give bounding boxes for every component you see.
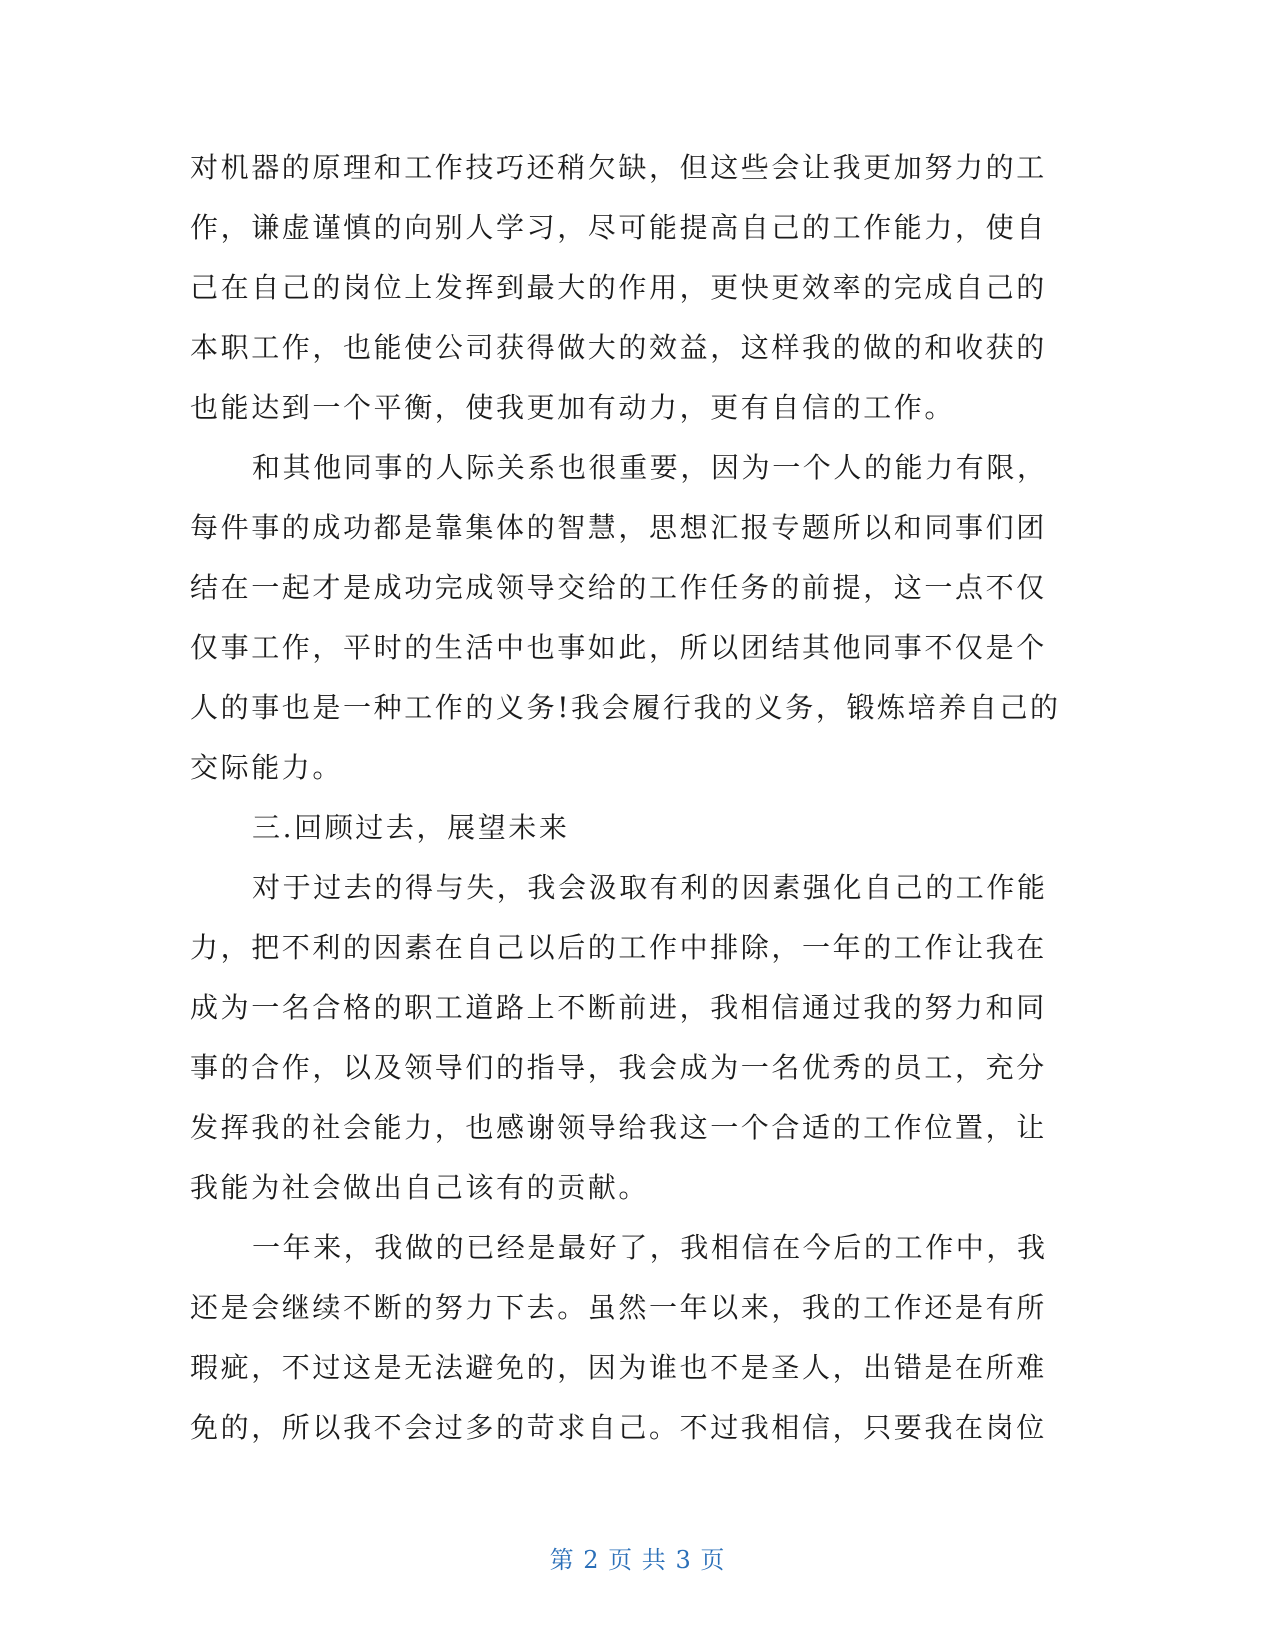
text-line: 事的合作，以及领导们的指导，我会成为一名优秀的员工，充分 — [190, 1051, 1047, 1084]
text-line: 仅事工作，平时的生活中也事如此，所以团结其他同事不仅是个 — [190, 631, 1047, 664]
text-line: 力，把不利的因素在自己以后的工作中排除，一年的工作让我在 — [190, 931, 1047, 964]
paragraph-start-line: 一年来，我做的已经是最好了，我相信在今后的工作中，我 — [252, 1231, 1048, 1264]
text-line: 己在自己的岗位上发挥到最大的作用，更快更效率的完成自己的 — [190, 271, 1047, 304]
text-line: 发挥我的社会能力，也感谢领导给我这一个合适的工作位置，让 — [190, 1111, 1047, 1144]
text-line: 作，谦虚谨慎的向别人学习，尽可能提高自己的工作能力，使自 — [190, 211, 1047, 244]
body-text — [190, 138, 1070, 1458]
text-line: 我能为社会做出自己该有的贡献。 — [190, 1171, 650, 1204]
paragraph-start-line: 和其他同事的人际关系也很重要，因为一个人的能力有限， — [252, 451, 1048, 484]
section-heading: 三.回顾过去，展望未来 — [252, 811, 570, 844]
text-line: 人的事也是一种工作的义务!我会履行我的义务，锻炼培养自己的 — [190, 691, 1061, 724]
text-line: 对机器的原理和工作技巧还稍欠缺，但这些会让我更加努力的工 — [190, 151, 1047, 184]
text-line: 本职工作，也能使公司获得做大的效益，这样我的做的和收获的 — [190, 331, 1047, 364]
page-number-footer: 第 2 页 共 3 页 — [549, 1546, 726, 1574]
text-line: 每件事的成功都是靠集体的智慧，思想汇报专题所以和同事们团 — [190, 511, 1047, 544]
text-line: 免的，所以我不会过多的苛求自己。不过我相信，只要我在岗位 — [190, 1411, 1047, 1444]
text-line: 瑕疵，不过这是无法避免的，因为谁也不是圣人，出错是在所难 — [190, 1351, 1047, 1384]
paragraph-start-line: 对于过去的得与失，我会汲取有利的因素强化自己的工作能 — [252, 871, 1048, 904]
text-line: 结在一起才是成功完成领导交给的工作任务的前提，这一点不仅 — [190, 571, 1047, 604]
text-line: 交际能力。 — [190, 751, 344, 784]
text-line: 还是会继续不断的努力下去。虽然一年以来，我的工作还是有所 — [190, 1291, 1047, 1324]
text-line: 也能达到一个平衡，使我更加有动力，更有自信的工作。 — [190, 391, 956, 424]
text-line: 成为一名合格的职工道路上不断前进，我相信通过我的努力和同 — [190, 991, 1047, 1024]
